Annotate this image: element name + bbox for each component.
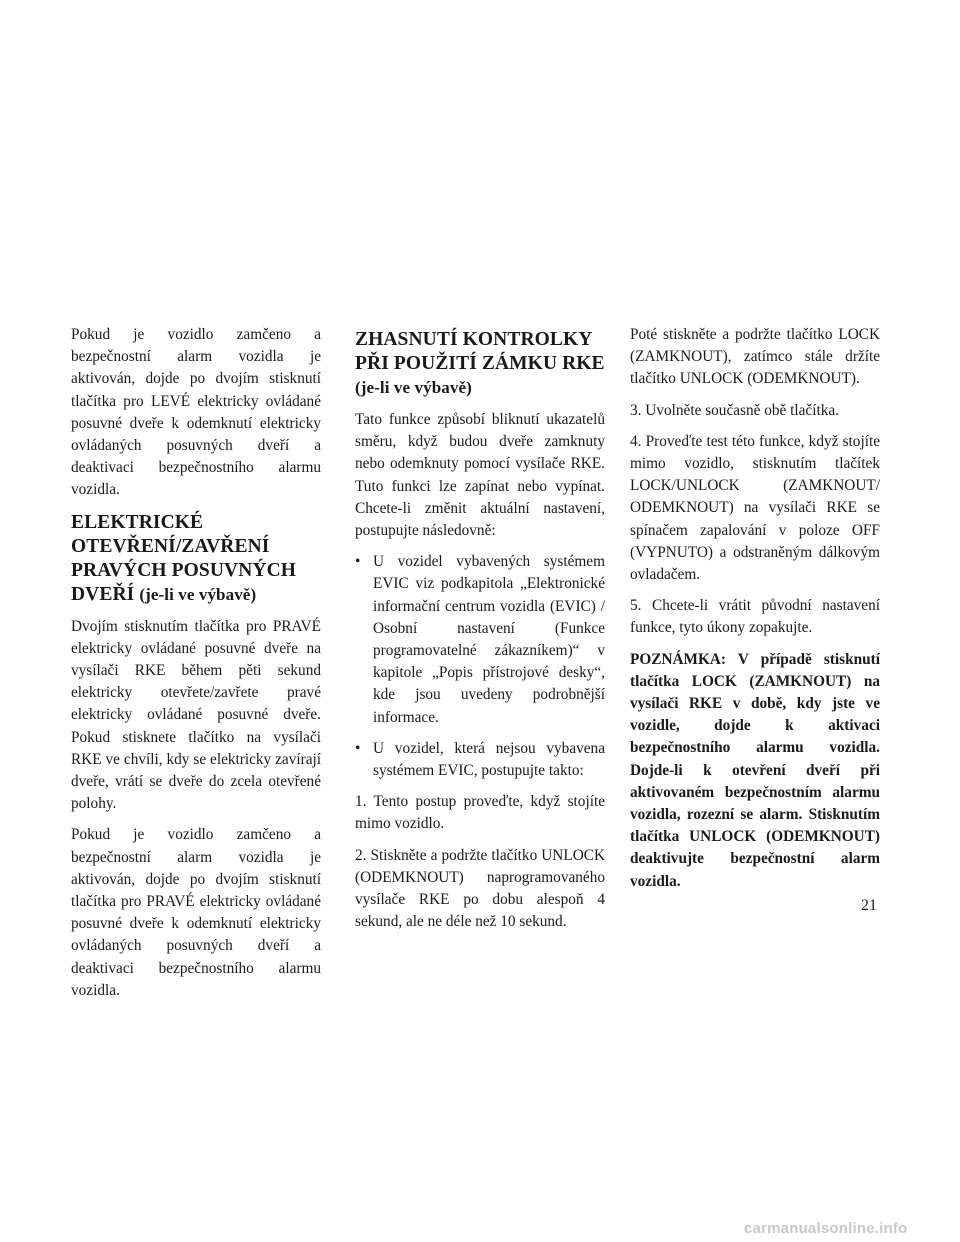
paragraph-step-2-continued: Poté stiskněte a podržte tlačítko LOCK (ZAMKNOUT), zatímco stále držíte tlačítko UNLOCK (ODEMKNOUT). (630, 326, 880, 388)
step-1: 1. Tento postup proveďte, když stojíte mimo vozidlo. (355, 793, 605, 833)
step-4: 4. Proveďte test této funkce, když stojíte mimo vozidlo, stisknutím tlačítek LOCK/UNLOCK (ZAMKNOUT/ ODEMKNOUT) na vysílači RKE se spínačem zapalování v poloze OFF (VYPNUTO) a odstraněným dálkovým ovladačem. (630, 432, 880, 584)
section-heading-right-sliding-doors (71, 511, 321, 607)
paragraph-right-door-alarm: Pokud je vozidlo zamčeno a bezpečnostní alarm vozidla je aktivován, dojde po dvojím stisknutí tlačítka pro PRAVÉ elektricky ovládané posuvné dveře k odemknutí elektricky ovládaných posuvných dveří a deaktivaci bezpečnostního alarmu vozidla. (71, 826, 321, 999)
middle-column (355, 324, 605, 942)
right-column (630, 324, 880, 902)
list-item (355, 738, 605, 782)
watermark: carmanualsonline.info (744, 1220, 908, 1237)
bullet-mark: • (355, 739, 361, 757)
bullet-list (355, 551, 605, 782)
page-number: 21 (861, 897, 877, 914)
step-2: 2. Stiskněte a podržte tlačítko UNLOCK (ODEMKNOUT) naprogramovaného vysílače RKE po dobu alespoň 4 sekund, ale ne déle než 10 sekund. (355, 846, 605, 931)
section-heading-flash-lights (355, 328, 605, 400)
list-item-text: U vozidel vybavených systémem EVIC viz podkapitola „Elektronické informační centrum vozidla (EVIC) / Osobní nastavení (Funkce programovatelné zákazníkem)“ v kapitole „Popis přístrojové desky“, kde jsou uvedeny podrobnější informace. (373, 553, 605, 726)
paragraph-left-door-alarm: Pokud je vozidlo zamčeno a bezpečnostní alarm vozidla je aktivován, dojde po dvojím stisknutí tlačítka pro LEVÉ elektricky ovládané posuvné dveře k odemknutí elektricky ovládaných posuvných dveří a deaktivaci bezpečnostního alarmu vozidla. (71, 326, 321, 499)
step-5: 5. Chcete-li vrátit původní nastavení funkce, tyto úkony zopakujte. (630, 597, 880, 637)
paragraph-right-door-operation: Dvojím stisknutím tlačítka pro PRAVÉ elektricky ovládané posuvné dveře na vysílači RKE během pěti sekund elektricky otevřete/zavřete pravé elektricky ovládané posuvné dveře. Pokud stisknete tlačítko na vysílači RKE ve chvíli, kdy se elektricky zavírají dveře, vrátí se dveře do zcela otevřené polohy. (71, 617, 321, 813)
heading-sub-text: (je-li ve výbavě) (355, 378, 472, 397)
left-column (71, 324, 321, 1011)
note-paragraph: POZNÁMKA: V případě stisknutí tlačítka LOCK (ZAMKNOUT) na vysílači RKE v době, kdy jste ve vozidle, dojde k aktivaci bezpečnostního alarmu vozidla. Dojde-li k otevření dveří při aktivovaném bezpečnostním alarmu vozidla, rozezní se alarm. Stisknutím tlačítka UNLOCK (ODEMKNOUT) deaktivujte bezpečnostní alarm vozidla. (630, 650, 880, 890)
heading-main-text: ZHASNUTÍ KONTROLKY PŘI POUŽITÍ ZÁMKU RKE (355, 329, 605, 374)
step-3: 3. Uvolněte současně obě tlačítka. (630, 401, 839, 419)
heading-main-text: ELEKTRICKÉ OTEVŘENÍ/ZAVŘENÍ PRAVÝCH POSUVNÝCH DVEŘÍ (71, 511, 297, 605)
list-item (355, 551, 605, 729)
heading-sub-text: (je-li ve výbavě) (139, 584, 257, 604)
list-item-text: U vozidel, která nejsou vybavena systémem EVIC, postupujte takto: (373, 739, 605, 780)
paragraph-flash-intro: Tato funkce způsobí bliknutí ukazatelů směru, když budou dveře zamknuty nebo odemknuty pomocí vysílače RKE. Tuto funkci lze zapínat nebo vypínat. Chcete-li změnit aktuální nastavení, postupujte následovně: (355, 411, 605, 540)
bullet-mark: • (355, 553, 361, 571)
